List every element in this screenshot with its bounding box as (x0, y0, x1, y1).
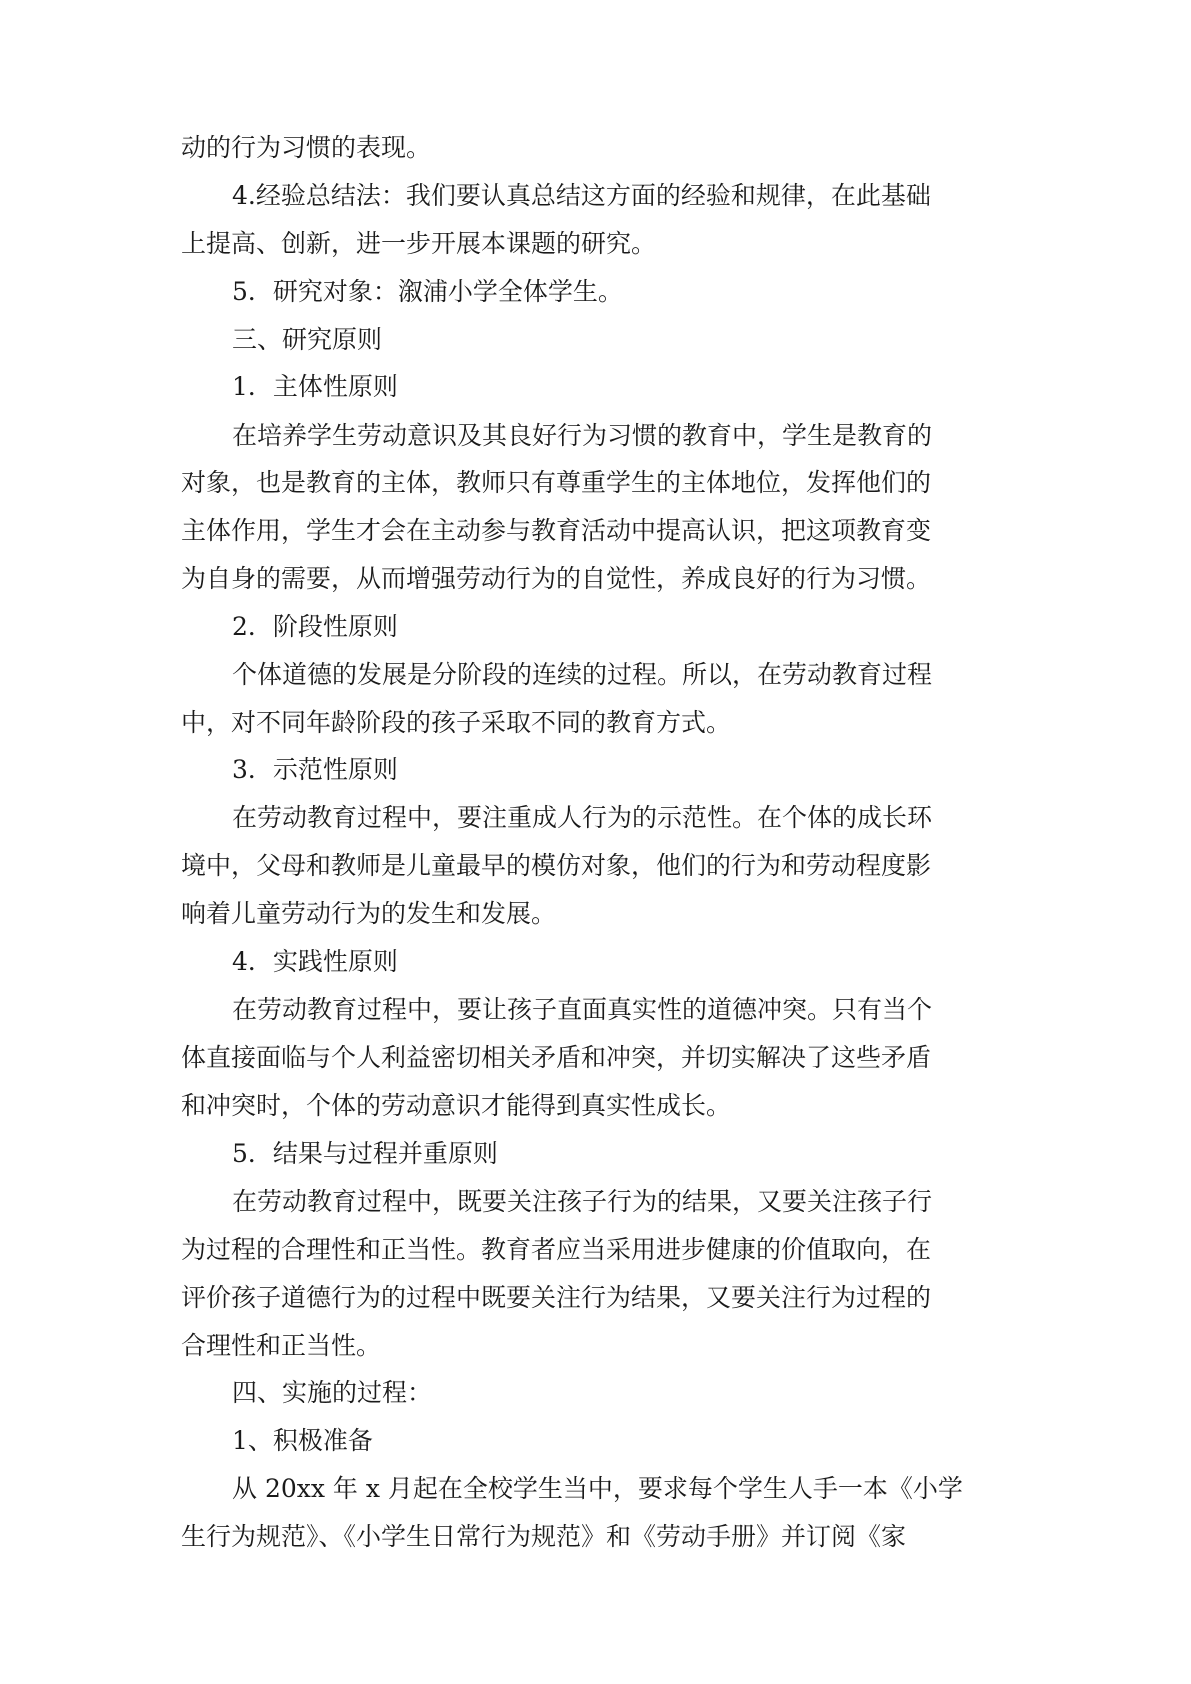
paragraph-line: 4.经验总结法：我们要认真总结这方面的经验和规律，在此基础 (232, 181, 931, 210)
paragraph-line: 为自身的需要，从而增强劳动行为的自觉性，养成良好的行为习惯。 (181, 564, 932, 593)
paragraph-line: 生行为规范》、《小学生日常行为规范》和《劳动手册》并订阅《家 (181, 1522, 907, 1551)
paragraph-line: 体直接面临与个人利益密切相关矛盾和冲突，并切实解决了这些矛盾 (181, 1043, 932, 1072)
paragraph-line: 境中，父母和教师是儿童最早的模仿对象，他们的行为和劳动程度影 (181, 851, 932, 880)
paragraph-line: 中，对不同年龄阶段的孩子采取不同的教育方式。 (181, 708, 732, 737)
paragraph-line: 评价孩子道德行为的过程中既要关注行为结果，又要关注行为过程的 (181, 1283, 932, 1312)
subsection-heading: 3．示范性原则 (232, 755, 398, 784)
paragraph-line: 为过程的合理性和正当性。教育者应当采用进步健康的价值取向，在 (181, 1235, 932, 1264)
paragraph-line: 动的行为习惯的表现。 (181, 133, 432, 162)
paragraph-line: 个体道德的发展是分阶段的连续的过程。所以，在劳动教育过程 (232, 660, 933, 689)
paragraph-line: 主体作用，学生才会在主动参与教育活动中提高认识，把这项教育变 (181, 516, 932, 545)
paragraph-line: 从 20xx 年 x 月起在全校学生当中，要求每个学生人手一本《小学 (232, 1474, 963, 1503)
subsection-heading: 1、积极准备 (232, 1426, 373, 1455)
paragraph-line: 在劳动教育过程中，要注重成人行为的示范性。在个体的成长环 (232, 803, 933, 832)
subsection-heading: 4．实践性原则 (232, 947, 398, 976)
paragraph-line: 和冲突时，个体的劳动意识才能得到真实性成长。 (181, 1091, 732, 1120)
section-heading: 四、实施的过程： (232, 1378, 433, 1407)
paragraph-line: 在培养学生劳动意识及其良好行为习惯的教育中，学生是教育的 (232, 421, 933, 450)
subsection-heading: 2．阶段性原则 (232, 612, 398, 641)
paragraph-line: 在劳动教育过程中，要让孩子直面真实性的道德冲突。只有当个 (232, 995, 933, 1024)
subsection-heading: 5．结果与过程并重原则 (232, 1139, 498, 1168)
paragraph-line: 对象，也是教育的主体，教师只有尊重学生的主体地位，发挥他们的 (181, 468, 932, 497)
section-heading: 三、研究原则 (232, 325, 383, 354)
paragraph-line: 5．研究对象：溆浦小学全体学生。 (232, 277, 623, 306)
subsection-heading: 1．主体性原则 (232, 372, 398, 401)
paragraph-line: 合理性和正当性。 (181, 1331, 382, 1360)
paragraph-line: 响着儿童劳动行为的发生和发展。 (181, 899, 557, 928)
paragraph-line: 在劳动教育过程中，既要关注孩子行为的结果，又要关注孩子行 (232, 1187, 933, 1216)
paragraph-line: 上提高、创新，进一步开展本课题的研究。 (181, 229, 657, 258)
